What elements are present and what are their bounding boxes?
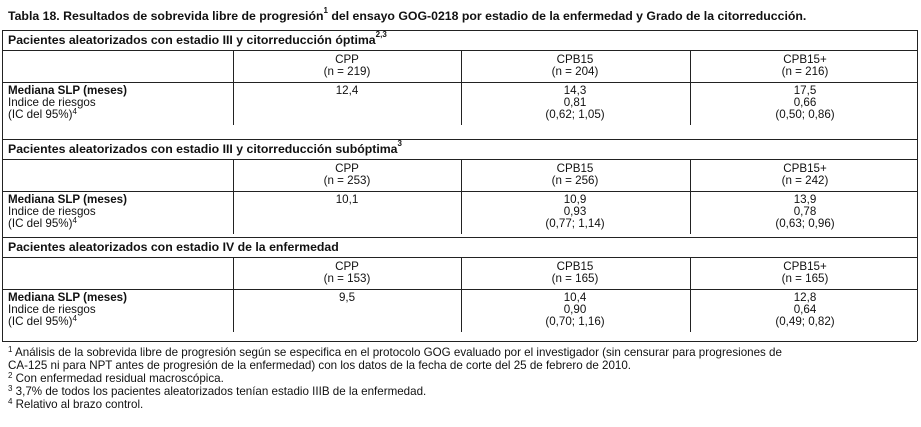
column-divider [233,257,234,332]
section-heading: Pacientes aleatorizados con estadio III y citorreducción óptima$^{2,3}$ [8,30,387,47]
cell-indice: 0,90 [563,303,587,316]
label-ic: (IC del 95%)$^4$ [8,314,77,328]
column-n: (n = 219) [323,65,371,78]
cell-mediana: 10,4 [563,291,587,304]
cell-ic: (0,77; 1,14) [545,217,605,230]
cell-indice: 0,81 [563,96,587,109]
label-mediana: Mediana SLP (meses) [8,193,127,206]
section-header-rule [2,159,917,160]
column-name: CPP [335,162,359,175]
label-mediana: Mediana SLP (meses) [8,84,127,97]
column-n: (n = 204) [551,65,599,78]
cell-mediana: 13,9 [793,193,817,206]
section-rule [2,139,917,140]
column-n: (n = 165) [551,272,599,285]
footnote: $^1$ Análisis de la sobrevida libre de progresión según se especifica en el protocolo GOG evaluado por el investigador (sin censurar para progresiones de [8,345,782,359]
column-divider [690,159,691,234]
column-divider [461,257,462,332]
column-divider [690,257,691,332]
label-indice: Indice de riesgos [8,205,96,218]
cell-mediana: 12,4 [335,84,359,97]
cell-mediana: 17,5 [793,84,817,97]
cell-mediana: 12,8 [793,291,817,304]
label-ic: (IC del 95%)$^4$ [8,216,77,230]
cell-mediana: 14,3 [563,84,587,97]
column-name: CPB15 [556,260,594,273]
column-n: (n = 165) [781,272,829,285]
column-divider [233,159,234,234]
table-left-border [2,30,3,341]
section-rule [2,237,917,238]
footnote: $^4$ Relativo al brazo control. [8,397,144,411]
section-body-rule [2,191,917,192]
column-name: CPB15+ [783,53,827,66]
section-rule [2,30,917,31]
cell-ic: (0,70; 1,16) [545,315,605,328]
section-heading: Pacientes aleatorizados con estadio III y citorreducción subóptima$^3$ [8,139,402,156]
footnote: $^3$ 3,7% de todos los pacientes aleatorizados tenían estadio IIIB de la enfermedad. [8,384,427,398]
table-right-border [917,30,918,341]
label-indice: Indice de riesgos [8,96,96,109]
cell-ic: (0,49; 0,82) [775,315,835,328]
label-indice: Indice de riesgos [8,303,96,316]
section-heading: Pacientes aleatorizados con estadio IV de la enfermedad [8,240,339,254]
column-n: (n = 153) [323,272,371,285]
footnote: $^2$ Con enfermedad residual macroscópica. [8,371,224,385]
column-divider [461,50,462,125]
column-name: CPP [335,260,359,273]
cell-ic: (0,63; 0,96) [775,217,835,230]
label-mediana: Mediana SLP (meses) [8,291,127,304]
table-bottom-rule [2,341,917,342]
section-body-rule [2,289,917,290]
column-name: CPB15 [556,53,594,66]
cell-indice: 0,93 [563,205,587,218]
column-divider [690,50,691,125]
column-name: CPB15+ [783,162,827,175]
cell-mediana: 10,9 [563,193,587,206]
section-body-rule [2,82,917,83]
cell-indice: 0,64 [793,303,817,316]
footnote: CA-125 ni para NPT antes de progresión de la enfermedad) con los datos de la fecha de corte del 25 de febrero de 2010. [8,359,632,372]
cell-mediana: 9,5 [338,291,356,304]
cell-mediana: 10,1 [335,193,359,206]
column-divider [233,50,234,125]
table-title: Tabla 18. Resultados de sobrevida libre de progresión$^1$ del ensayo GOG-0218 por estadio de la enfermedad y Grado de la citorreducción. [8,6,807,23]
column-n: (n = 242) [781,174,829,187]
column-name: CPB15+ [783,260,827,273]
cell-indice: 0,78 [793,205,817,218]
column-n: (n = 253) [323,174,371,187]
cell-indice: 0,66 [793,96,817,109]
column-name: CPB15 [556,162,594,175]
column-n: (n = 216) [781,65,829,78]
column-name: CPP [335,53,359,66]
column-divider [461,159,462,234]
label-ic: (IC del 95%)$^4$ [8,107,77,121]
section-header-rule [2,50,917,51]
cell-ic: (0,50; 0,86) [775,108,835,121]
cell-ic: (0,62; 1,05) [545,108,605,121]
section-header-rule [2,257,917,258]
column-n: (n = 256) [551,174,599,187]
